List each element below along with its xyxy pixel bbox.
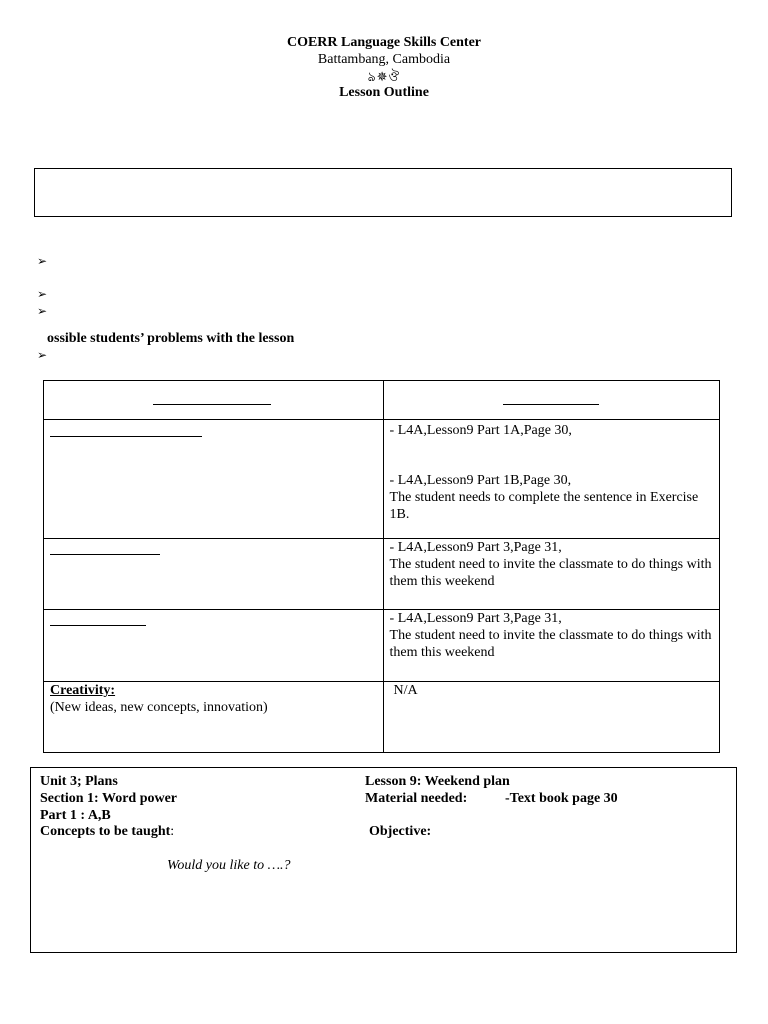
blank-underline: [153, 392, 271, 405]
material-line: The student need to invite the classmate to do things with them this weekend: [389, 557, 712, 589]
table-row: [44, 610, 720, 682]
table-row: [44, 539, 720, 610]
material-line: - L4A,Lesson9 Part 1A,Page 30,: [389, 423, 572, 438]
material-line: - L4A,Lesson9 Part 3,Page 31,: [389, 611, 562, 626]
header-cell: [383, 381, 719, 420]
bullet-arrow-icon: ➢: [37, 348, 48, 362]
blank-underline: [50, 424, 202, 437]
blank-underline: [50, 542, 160, 555]
material-line: - L4A,Lesson9 Part 3,Page 31,: [389, 540, 562, 555]
material-cell: [383, 539, 719, 610]
section-label: Section 1: Word power: [40, 791, 178, 806]
unit-label: Unit 3; Plans: [40, 774, 118, 789]
material-line: The student need to invite the classmate to do things with them this weekend: [389, 628, 712, 660]
material-line: - L4A,Lesson9 Part 1B,Page 30,: [389, 473, 572, 488]
bullet-arrow-icon: ➢: [37, 254, 48, 268]
skill-cell: [44, 539, 384, 610]
creativity-title: Creativity:: [50, 683, 116, 698]
concepts-row: [40, 823, 174, 840]
skill-cell: [44, 682, 384, 753]
material-value: -Text book page 30: [505, 791, 618, 806]
info-box: [34, 168, 732, 217]
document-title: Lesson Outline: [339, 85, 429, 100]
bullet-arrow-icon: ➢: [37, 287, 48, 301]
material-label: Material needed:: [365, 791, 468, 806]
ornament-divider: ঌ✵ঔ: [367, 69, 401, 84]
lesson-label: Lesson 9: Weekend plan: [365, 774, 510, 789]
concepts-label: Concepts to be taught: [40, 824, 171, 839]
org-name: COERR Language Skills Center: [286, 35, 482, 50]
example-phrase: Would you like to ….?: [167, 858, 291, 873]
location: Battambang, Cambodia: [317, 52, 451, 67]
material-cell: [383, 682, 719, 753]
bullet-arrow-icon: ➢: [37, 304, 48, 318]
skills-table: [43, 380, 720, 753]
concepts-colon: :: [170, 824, 175, 839]
blank-underline: [50, 613, 146, 626]
table-header-row: [44, 381, 720, 420]
skill-cell: [44, 610, 384, 682]
problems-heading: ossible students’ problems with the lesson: [47, 331, 295, 346]
blank-underline: [503, 392, 599, 405]
table-row: [44, 420, 720, 539]
material-cell: [383, 610, 719, 682]
objective-label: Objective:: [369, 824, 432, 839]
part-label: Part 1 : A,B: [40, 808, 111, 823]
material-cell: [383, 420, 719, 539]
material-line: The student needs to complete the sentence in Exercise 1B.: [389, 490, 699, 522]
skill-cell: [44, 420, 384, 539]
creativity-subtitle: (New ideas, new concepts, innovation): [50, 700, 268, 715]
table-row: [44, 682, 720, 753]
material-line: N/A: [393, 683, 418, 698]
lesson-info-box: [30, 767, 737, 953]
header-cell: [44, 381, 384, 420]
